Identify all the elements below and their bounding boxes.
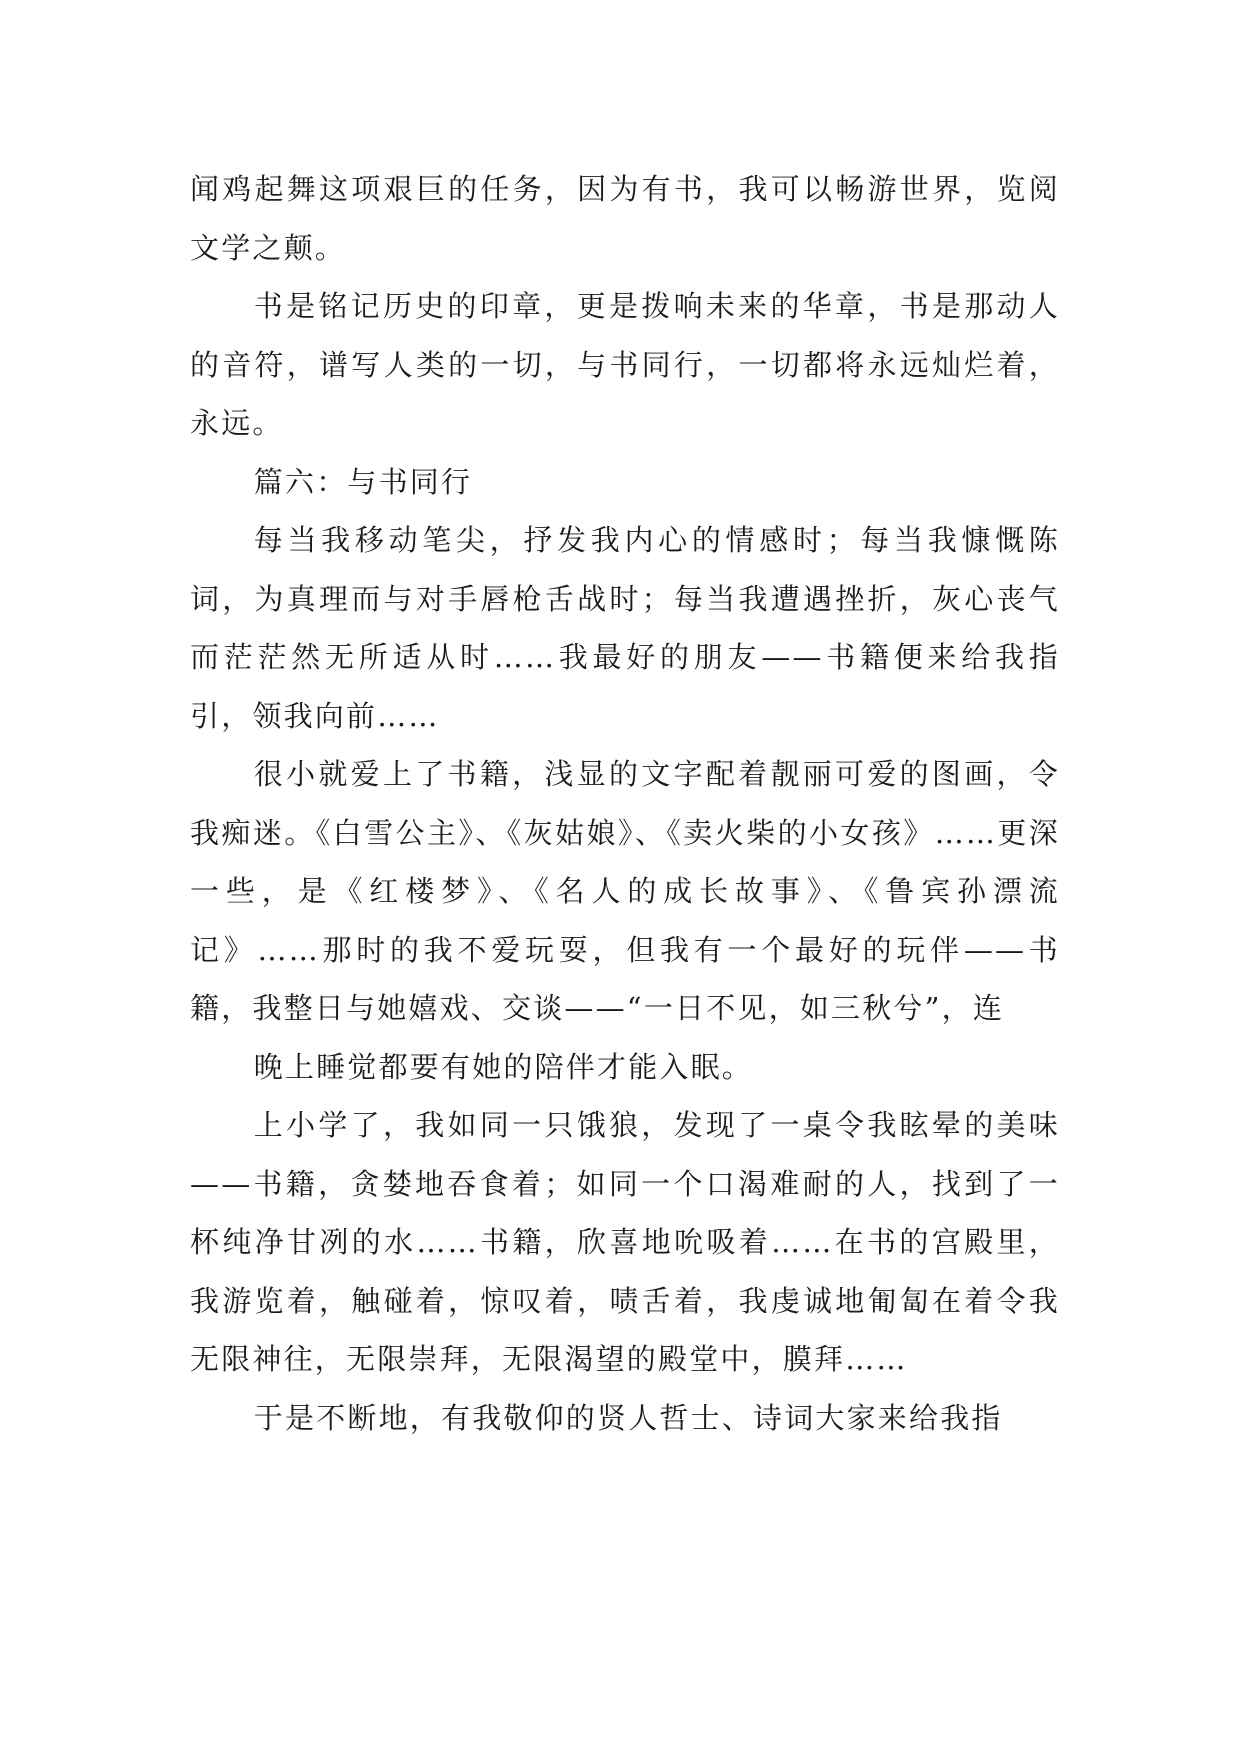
paragraph-primary-school: 上小学了，我如同一只饿狼，发现了一桌令我眩晕的美味——书籍，贪婪地吞食着；如同一个口渴难耐的人，找到了一杯纯净甘冽的水……书籍，欣喜地吮吸着……在书的宫殿里，我游览着，触碰着，惊叹着，啧舌着，我虔诚地匍匐在着令我无限神往，无限崇拜，无限渴望的殿堂中，膜拜…… <box>190 1108 1060 1376</box>
paragraph-bedtime: 晚上睡觉都要有她的陪伴才能入眠。 <box>253 1049 753 1084</box>
document-body <box>190 160 1060 1447</box>
paragraph-continuation: 闻鸡起舞这项艰巨的任务，因为有书，我可以畅游世界，览阅文学之颠。 <box>190 172 1060 265</box>
paragraph-best-friend: 每当我移动笔尖，抒发我内心的情感时；每当我慷慨陈词，为真理而与对手唇枪舌战时；每当我遭遇挫折，灰心丧气而茫茫然无所适从时……我最好的朋友——书籍便来给我指引，领我向前…… <box>190 523 1060 733</box>
paragraph-childhood-books: 很小就爱上了书籍，浅显的文字配着靓丽可爱的图画，令我痴迷。《白雪公主》、《灰姑娘》、《卖火柴的小女孩》……更深一些，是《红楼梦》、《名人的成长故事》、《鲁宾孙漂流记》……那时的我不爱玩耍，但我有一个最好的玩伴——书籍，我整日与她嬉戏、交谈——“一日不见，如三秋兮”，连 <box>190 757 1060 1025</box>
section-heading: 篇六：与书同行 <box>253 464 473 499</box>
paragraph-book-seal: 书是铭记历史的印章，更是拨响未来的华章，书是那动人的音符，谱写人类的一切，与书同行，一切都将永远灿烂着，永远。 <box>190 289 1060 440</box>
paragraph-sages: 于是不断地，有我敬仰的贤人哲士、诗词大家来给我指 <box>253 1400 1003 1435</box>
